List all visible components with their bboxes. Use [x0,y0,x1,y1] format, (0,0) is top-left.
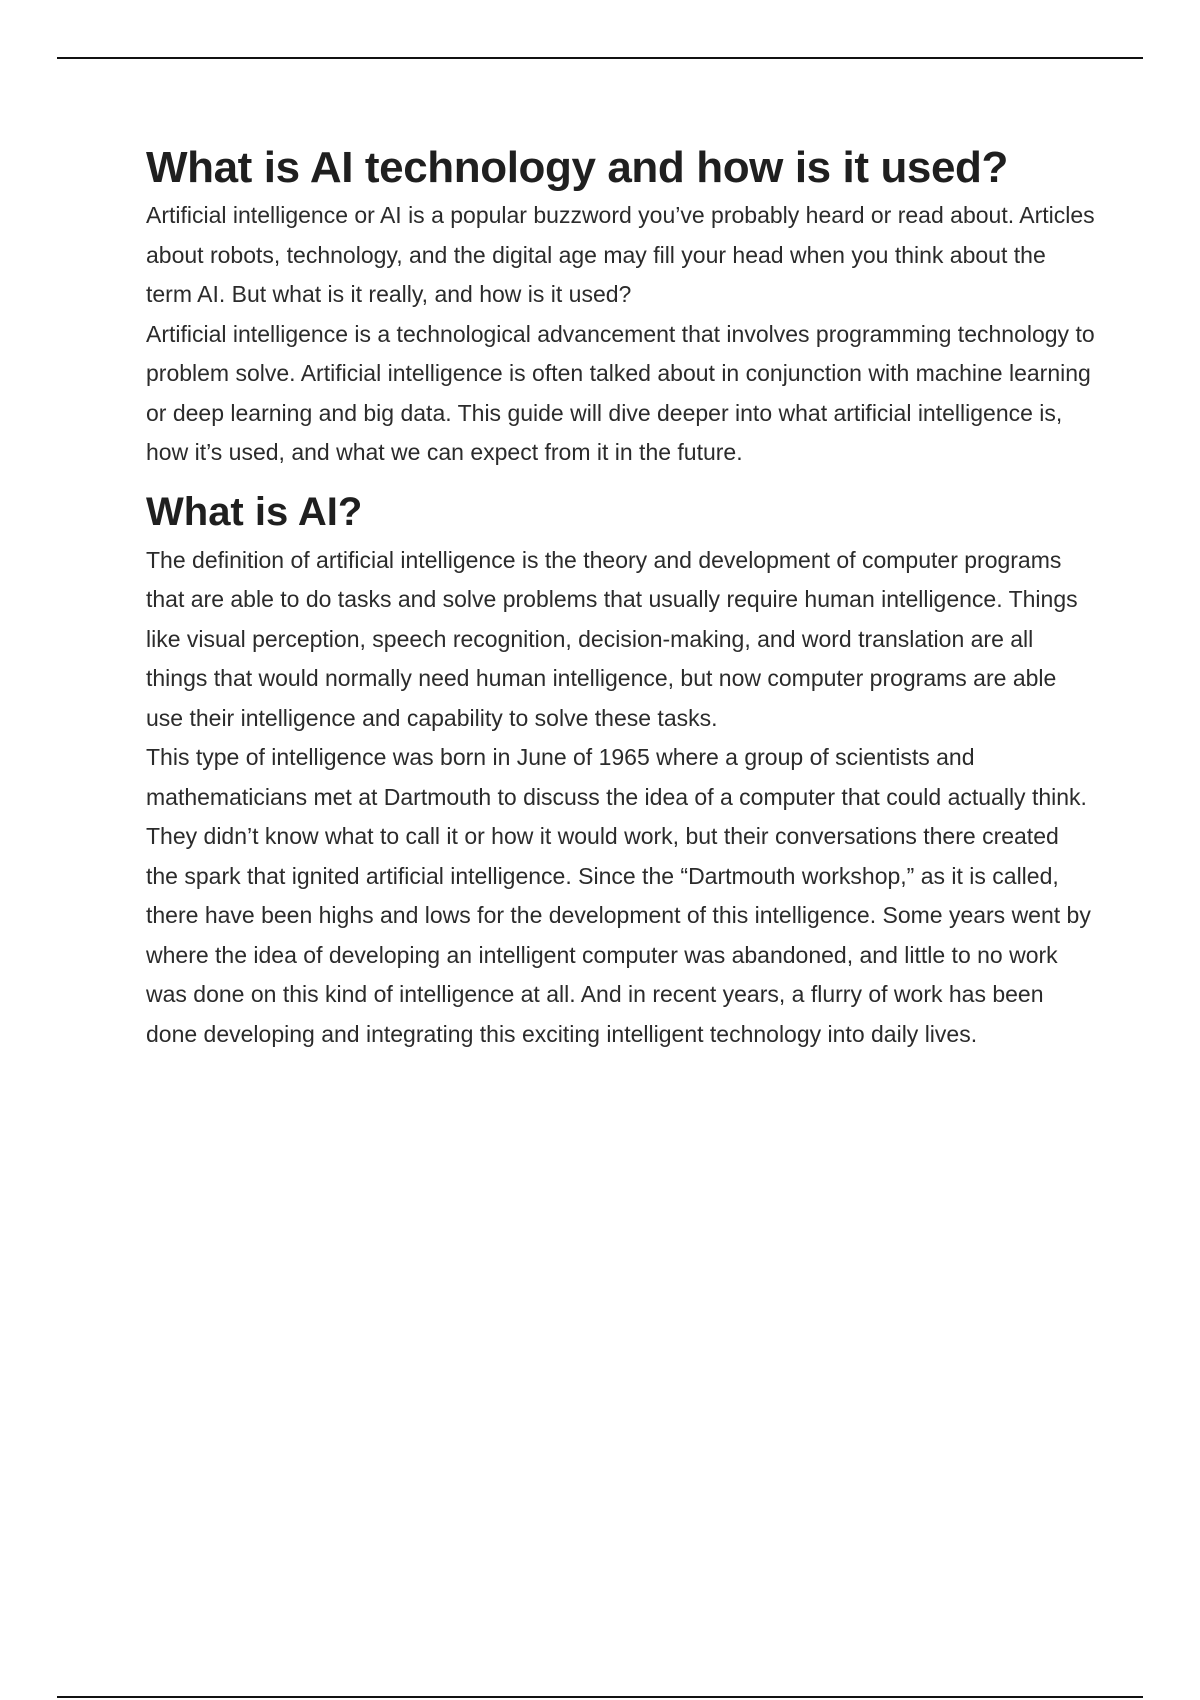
section-paragraph-1: The definition of artificial intelligence is the theory and development of computer programs that are able to do tasks and solve problems that usually require human intelligence. Things like visual perception, speech recognition, decision-making, and word translation are all things that would normally need human intelligence, but now computer programs are able use their intelligence and capability to solve these tasks. [146,546,1078,731]
section-paragraph-2: This type of intelligence was born in June of 1965 where a group of scientists and mathematicians met at Dartmouth to discuss the idea of a computer that could actually think. They didn’t know what to call it or how it would work, but their conversations there created the spark that ignited artificial intelligence. Since the “Dartmouth workshop,” as it is called, there have been highs and lows for the development of this intelligence. Some years went by where the idea of developing an intelligent computer was abandoned, and little to no work was done on this kind of intelligence at all. And in recent years, a flurry of work has been done developing and integrating this exciting intelligent technology into daily lives. [146,744,1091,1047]
document-body [146,140,1096,1054]
intro-paragraph-2: Artificial intelligence is a technological advancement that involves programming technology to problem solve. Artificial intelligence is often talked about in conjunction with machine learning or deep learning and big data. This guide will dive deeper into what artificial intelligence is, how it’s used, and what we can expect from it in the future. [146,320,1095,465]
section-heading: What is AI? [146,489,363,534]
intro-paragraph-1: Artificial intelligence or AI is a popular buzzword you’ve probably heard or read about. Articles about robots, technology, and the digital age may fill your head when you think about the term AI. But what is it really, and how is it used? [146,202,1095,307]
bottom-rule [57,1696,1143,1698]
page-title: What is AI technology and how is it used? [146,143,1009,192]
top-rule [57,57,1143,59]
